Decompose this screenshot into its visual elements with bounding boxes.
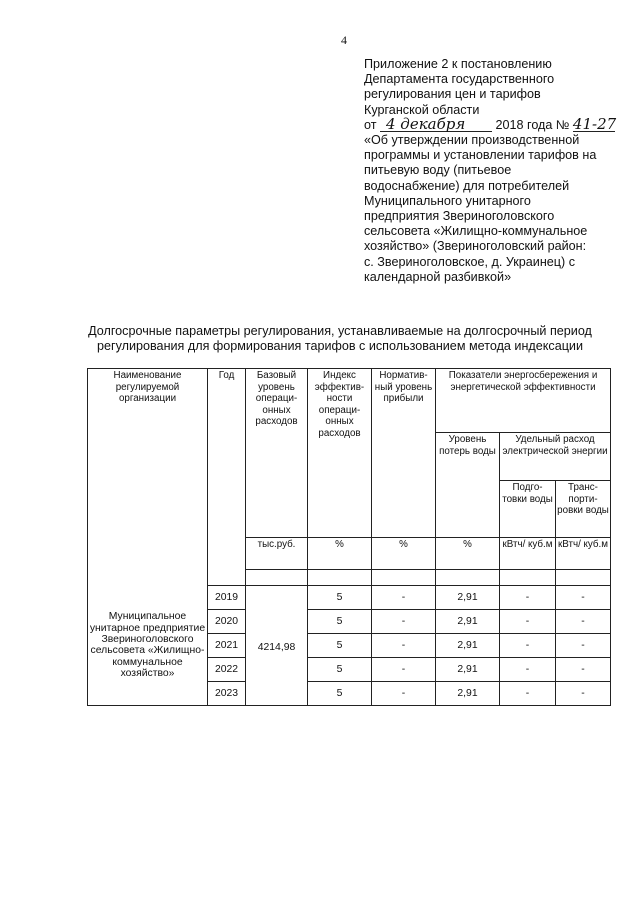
annex-title-line: программы и установлении тарифов на [364,148,597,163]
base-level-value: 4214,98 [246,586,308,706]
cell-losses: 2,91 [436,682,500,706]
gap-cell [500,570,556,586]
cell-index: 5 [308,658,372,682]
header-transport: Транс-порти-ровки воды [556,481,611,538]
annex-title-line: календарной разбивкой» [364,269,512,284]
annex-title-line: с. Звериноголовское, д. Украинец) с [364,254,575,269]
header-energy: Показатели энергосбережения и энергетической эффективности [436,369,611,433]
cell-year: 2021 [208,634,246,658]
cell-transport: - [556,586,611,610]
cell-year: 2019 [208,586,246,610]
header-org: Наименование регулируемой организации [88,369,208,586]
cell-losses: 2,91 [436,586,500,610]
annex-title-line: «Об утверждении производственной [364,133,580,148]
gap-cell [556,570,611,586]
date-middle: 2018 года № [495,117,570,132]
annex-title-line: Муниципального унитарного [364,193,531,208]
header-profit: Норматив-ный уровень прибыли [372,369,436,538]
cell-year: 2023 [208,682,246,706]
annex-title-line: предприятия Звериноголовского [364,209,555,224]
page-number: 4 [341,33,347,47]
cell-index: 5 [308,682,372,706]
table-row [88,586,611,610]
cell-prep: - [500,610,556,634]
cell-index: 5 [308,586,372,610]
header-specific: Удельный расход электрической энергии [500,433,611,481]
heading-line: Долгосрочные параметры регулирования, устанавливаемые на долгосрочный период [88,324,592,338]
header-losses: Уровень потерь воды [436,433,500,538]
header-prep: Подго-товки воды [500,481,556,538]
unit-base: тыс.руб. [246,538,308,570]
cell-profit: - [372,586,436,610]
table-heading [60,324,620,355]
cell-index: 5 [308,634,372,658]
unit-transport: кВтч/ куб.м [556,538,611,570]
heading-line: регулирования для формирования тарифов с использованием метода индексации [97,339,583,354]
cell-transport: - [556,682,611,706]
cell-transport: - [556,634,611,658]
annex-line: Департамента государственного [364,72,555,87]
gap-cell [372,570,436,586]
annex-title-line: водоснабжение) для потребителей [364,178,570,193]
gap-cell [308,570,372,586]
header-year: Год [208,369,246,586]
gap-cell [436,570,500,586]
cell-prep: - [500,682,556,706]
handwritten-date: 4 декабря [380,118,492,132]
cell-prep: - [500,586,556,610]
date-prefix: от [364,117,377,132]
cell-year: 2022 [208,658,246,682]
unit-losses: % [436,538,500,570]
cell-profit: - [372,682,436,706]
cell-losses: 2,91 [436,658,500,682]
annex-block [364,57,626,285]
cell-year: 2020 [208,610,246,634]
cell-profit: - [372,658,436,682]
cell-transport: - [556,658,611,682]
cell-transport: - [556,610,611,634]
annex-line: регулирования цен и тарифов [364,87,541,102]
cell-index: 5 [308,610,372,634]
annex-line: Курганской области [364,102,480,117]
annex-title-line: сельсовета «Жилищно-коммунальное [364,224,588,239]
unit-profit: % [372,538,436,570]
unit-prep: кВтч/ куб.м [500,538,556,570]
cell-profit: - [372,634,436,658]
cell-prep: - [500,658,556,682]
gap-cell [246,570,308,586]
handwritten-number: 41-27 [572,114,617,133]
unit-index: % [308,538,372,570]
header-base: Базовый уровень операци-онных расходов [246,369,308,538]
header-index: Индекс эффектив-ности операци-онных расходов [308,369,372,538]
parameters-table [87,368,611,706]
annex-title-line: хозяйство» (Звериноголовский район: [364,239,587,254]
cell-losses: 2,91 [436,610,500,634]
cell-losses: 2,91 [436,634,500,658]
annex-title-line: питьевую воду (питьевое [364,163,512,178]
organization-name: Муниципальное унитарное предприятие Звериноголовского сельсовета «Жилищно-коммунальное хозяйство» [88,586,208,706]
annex-date-line [364,114,626,133]
annex-line: Приложение 2 к постановлению [364,57,552,71]
cell-profit: - [372,610,436,634]
cell-prep: - [500,634,556,658]
